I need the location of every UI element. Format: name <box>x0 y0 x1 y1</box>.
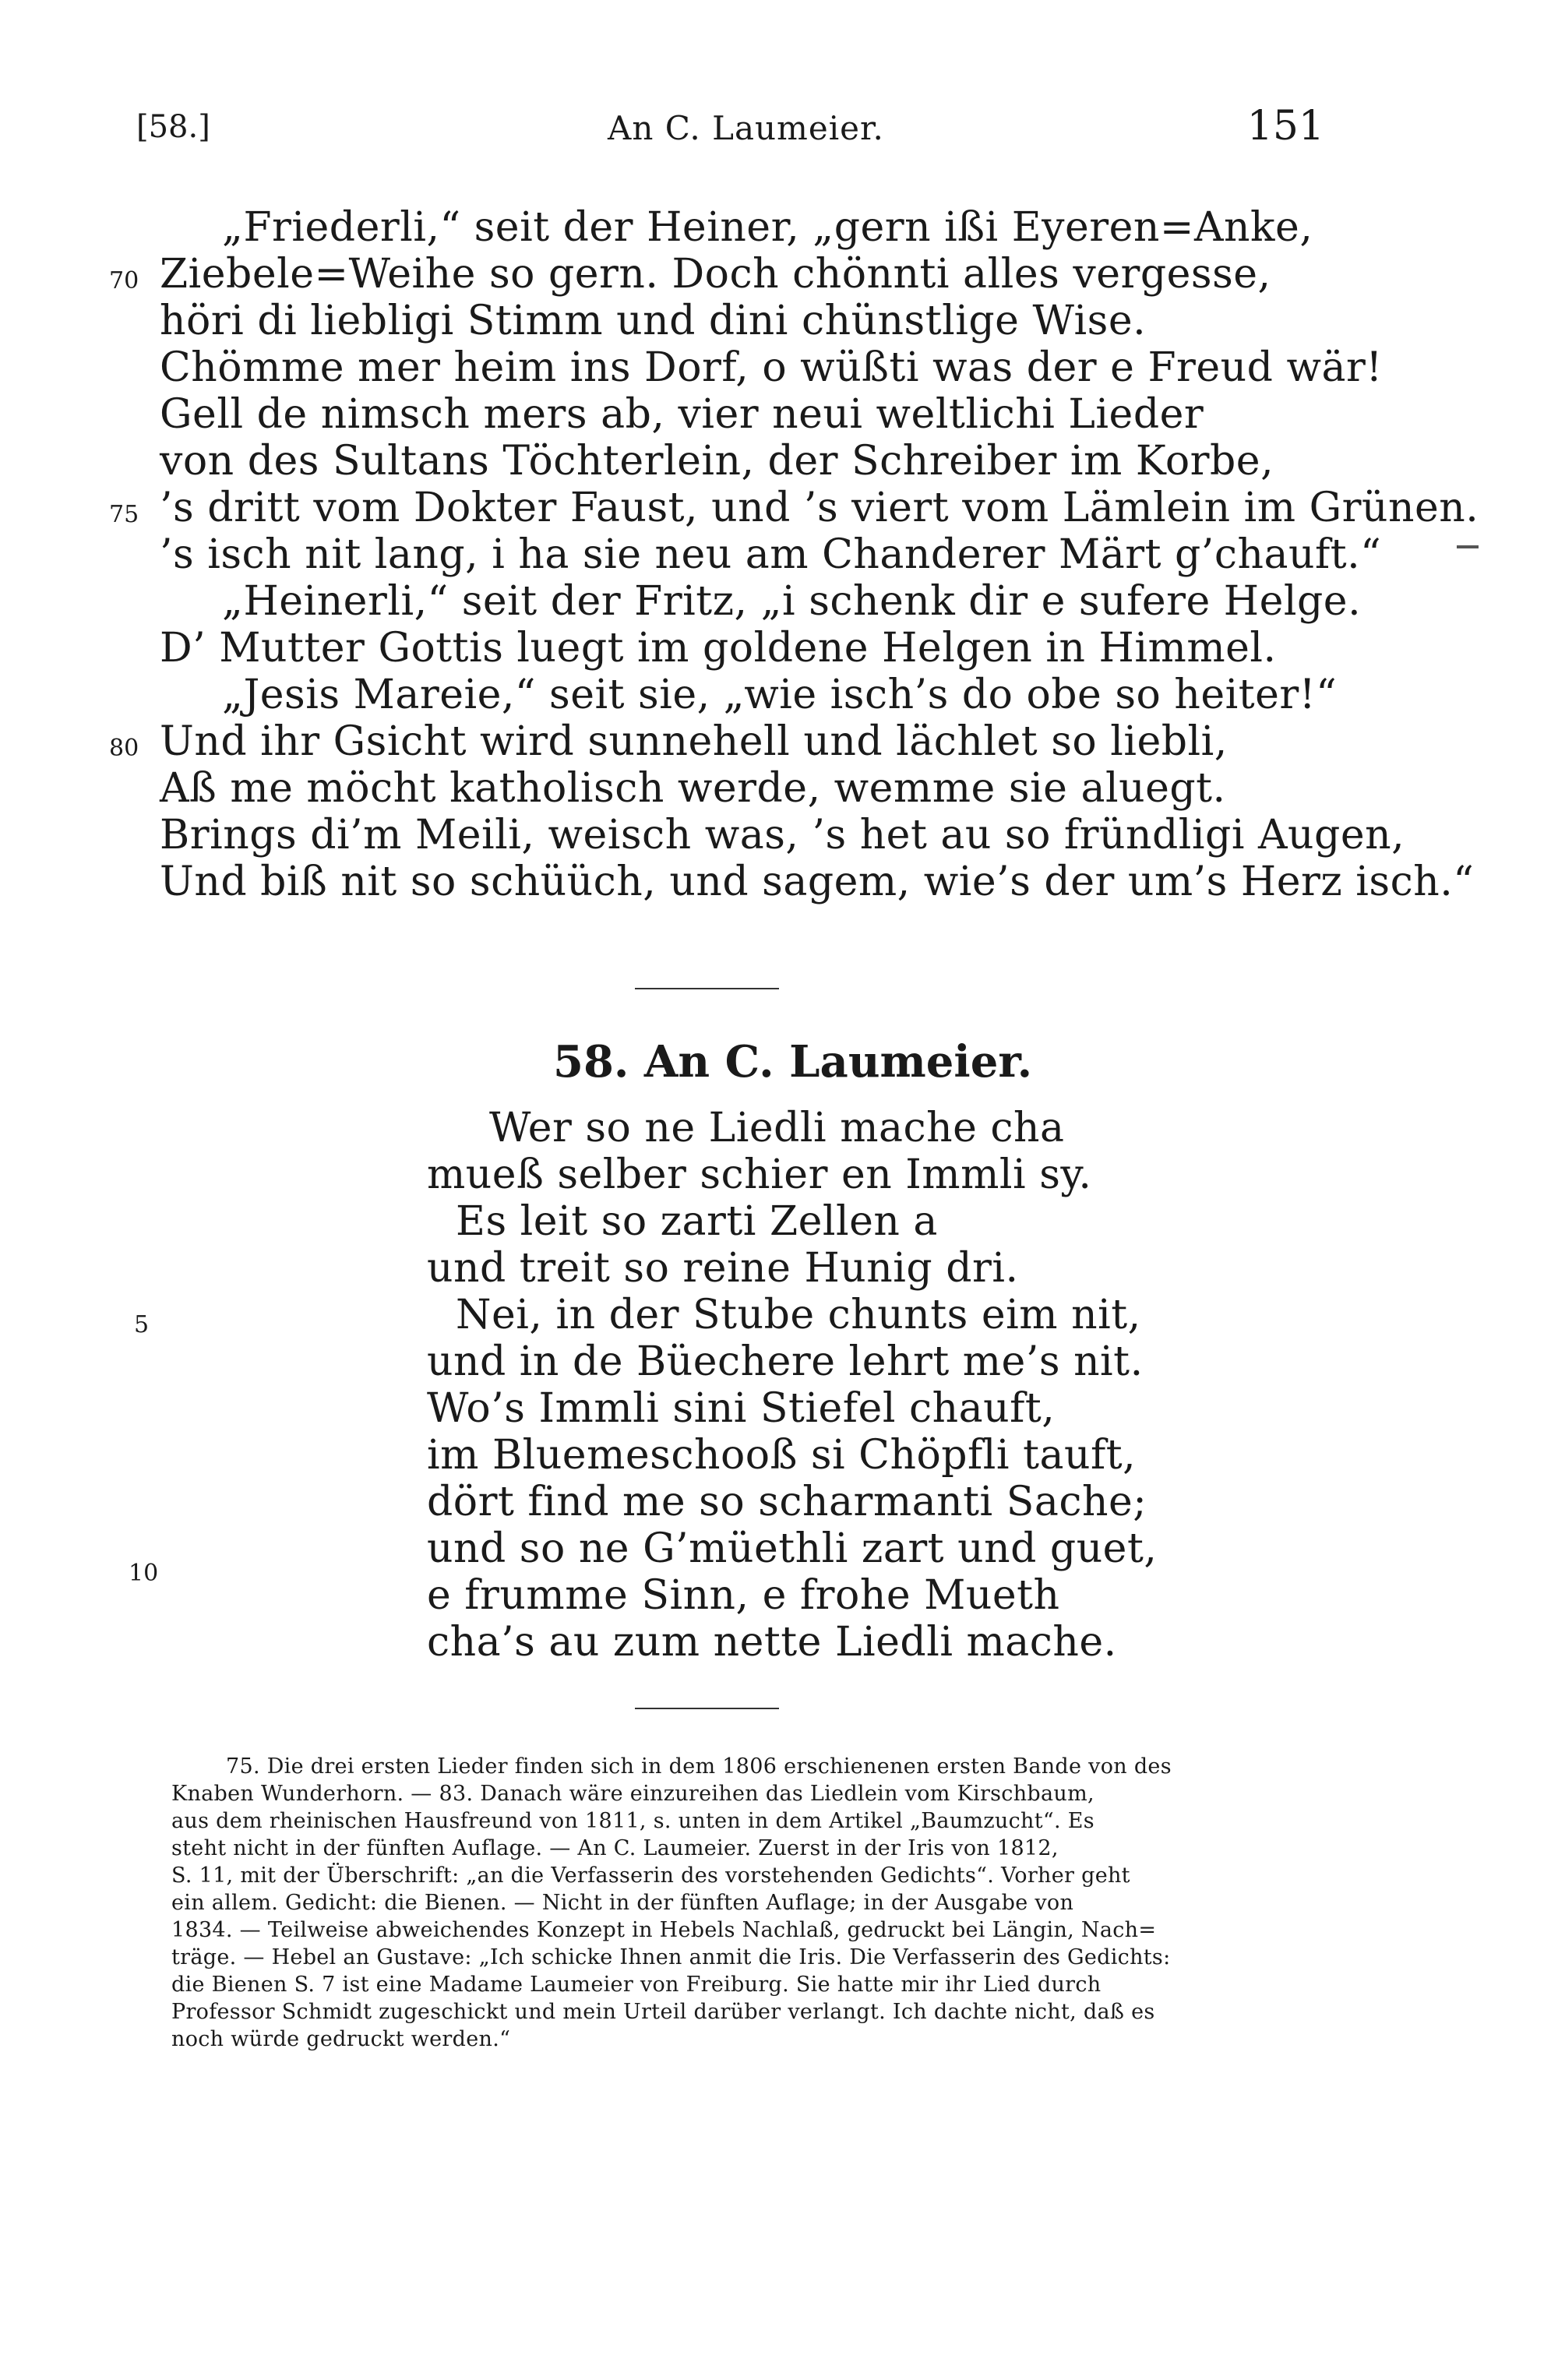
top-poem-line: Und biß nit so schüüch, und sagem, wie’s der um’s Herz isch.“ <box>160 859 1475 905</box>
top-poem-line: ’s isch nit lang, i ha sie neu am Chanderer Märt g’chauft.“ <box>160 531 1382 578</box>
top-poem-line: höri di liebligi Stimm und dini chünstlige Wise. <box>160 298 1147 344</box>
line-number: 70 <box>109 267 139 294</box>
top-poem-line: „Heinerli,“ seit der Fritz, „i schenk dir e sufere Helge. <box>222 578 1362 625</box>
poem-line: e frumme Sinn, e frohe Mueth <box>427 1572 1060 1619</box>
poem-line: und treit so reine Hunig dri. <box>427 1245 1019 1292</box>
footnote-divider <box>635 1708 779 1709</box>
poem-line: mueß selber schier en Immli sy. <box>427 1151 1092 1198</box>
top-poem-line: Und ihr Gsicht wird sunnehell und lächlet so liebli, <box>160 718 1228 765</box>
poem-line: dört find me so scharmanti Sache; <box>427 1479 1147 1525</box>
line-number: 75 <box>109 501 139 528</box>
footnote-line: S. 11, mit der Überschrift: „an die Verfasserin des vorstehenden Gedichts“. Vorher geht <box>171 1863 1130 1888</box>
poem-title: 58. An C. Laumeier. <box>553 1036 1033 1088</box>
poem-line: cha’s au zum nette Liedli mache. <box>427 1619 1117 1666</box>
poem-line: Nei, in der Stube chunts eim nit, <box>456 1292 1141 1338</box>
top-poem-line: Gell de nimsch mers ab, vier neui weltlichi Lieder <box>160 391 1204 438</box>
top-poem-line: Chömme mer heim ins Dorf, o wüßti was der e Freud wär! <box>160 344 1383 391</box>
footnote-line: steht nicht in der fünften Auflage. — An C. Laumeier. Zuerst in der Iris von 1812, <box>171 1836 1059 1860</box>
poem-line: Wo’s Immli sini Stiefel chauft, <box>427 1385 1056 1432</box>
top-poem-line: ’s dritt vom Dokter Faust, und ’s viert vom Lämlein im Grünen. <box>160 485 1479 531</box>
margin-mark <box>1457 545 1479 548</box>
section-divider <box>635 988 779 989</box>
top-poem-line: D’ Mutter Gottis luegt im goldene Helgen in Himmel. <box>160 625 1277 672</box>
footnote-line: noch würde gedruckt werden.“ <box>171 2027 511 2051</box>
line-number: 80 <box>109 735 139 762</box>
poem-line: und in de Büechere lehrt me’s nit. <box>427 1338 1144 1385</box>
footnote-line: Knaben Wunderhorn. — 83. Danach wäre einzureihen das Liedlein vom Kirschbaum, <box>171 1782 1094 1806</box>
top-poem-line: von des Sultans Töchterlein, der Schreiber im Korbe, <box>160 438 1274 485</box>
footnote-line: träge. — Hebel an Gustave: „Ich schicke Ihnen anmit die Iris. Die Verfasserin des Gedichts: <box>171 1945 1171 1969</box>
footnote-line: ein allem. Gedicht: die Bienen. — Nicht in der fünften Auflage; in der Ausgabe von <box>171 1891 1074 1915</box>
header-section-number: [58.] <box>136 109 210 145</box>
footnote-line: 1834. — Teilweise abweichendes Konzept in Hebels Nachlaß, gedruckt bei Längin, Nach= <box>171 1918 1157 1942</box>
poem-line: und so ne G’müethli zart und guet, <box>427 1525 1158 1572</box>
top-poem-line: „Friederli,“ seit der Heiner, „gern ißi Eyeren=Anke, <box>222 204 1313 251</box>
top-poem-line: „Jesis Mareie,“ seit sie, „wie isch’s do obe so heiter!“ <box>222 672 1338 718</box>
poem-line: im Bluemeschooß si Chöpfli tauft, <box>427 1432 1137 1479</box>
top-poem-line: Ziebele=Weihe so gern. Doch chönnti alles vergesse, <box>160 251 1271 298</box>
footnote-line: die Bienen S. 7 ist eine Madame Laumeier von Freiburg. Sie hatte mir ihr Lied durch <box>171 1973 1102 1997</box>
page-number: 151 <box>1246 103 1324 150</box>
top-poem-line: Aß me möcht katholisch werde, wemme sie aluegt. <box>160 765 1226 812</box>
footnote-line: Professor Schmidt zugeschickt und mein Urteil darüber verlangt. Ich dachte nicht, daß es <box>171 2000 1155 2024</box>
footnote-line: aus dem rheinischen Hausfreund von 1811, s. unten in dem Artikel „Baumzucht“. Es <box>171 1809 1094 1833</box>
footnote-line: 75. Die drei ersten Lieder finden sich in dem 1806 erschienenen ersten Bande von des <box>226 1754 1172 1779</box>
top-poem-line: Brings di’m Meili, weisch was, ’s het au so fründligi Augen, <box>160 812 1405 859</box>
poem-line: Wer so ne Liedli mache cha <box>489 1105 1065 1151</box>
poem-line: Es leit so zarti Zellen a <box>456 1198 938 1245</box>
header-running-title: An C. Laumeier. <box>608 109 884 147</box>
line-number: 10 <box>129 1560 159 1587</box>
line-number: 5 <box>134 1311 150 1338</box>
